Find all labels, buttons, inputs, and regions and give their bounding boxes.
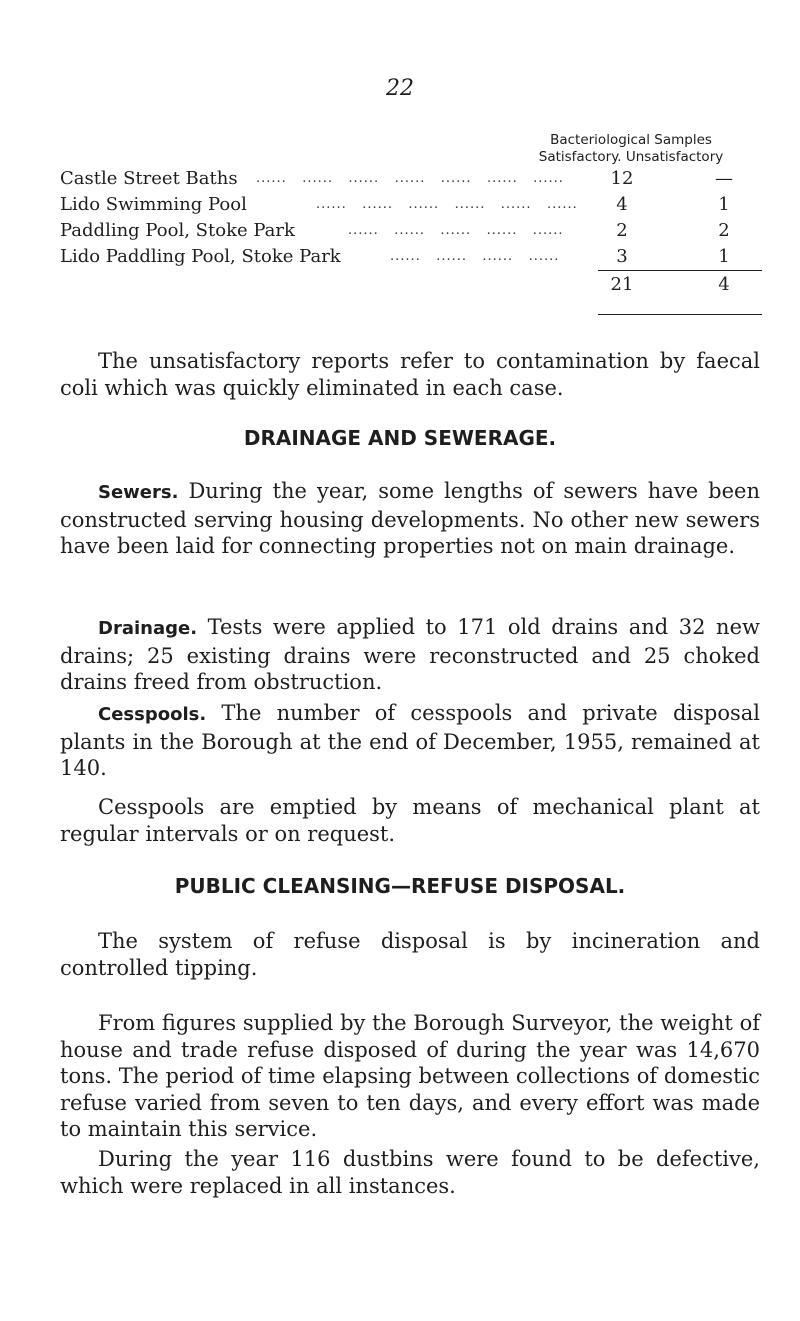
paragraph-system: The system of refuse disposal is by incineration and controlled tipping. [60,929,760,980]
drainage-text: Tests were applied to 171 old drains and 32 new drains; 25 existing drains were reconstructed and 25 choked drains freed from obstruction. [60,615,760,694]
table-row [60,244,760,270]
cesspools-lead: Cesspools. [98,704,207,725]
paragraph-drainage [60,614,760,696]
table-row [60,192,760,218]
paragraph-unsatisfactory: The unsatisfactory reports refer to contamination by faecal coli which was quickly eliminated in each case. [60,349,760,400]
dot-leader: ...... ...... ...... ...... ...... [348,223,564,238]
cesspools-text: The number of cesspools and private disposal plants in the Borough at the end of December, 1955, remained at 140. [60,701,760,780]
unsatisfactory-value: 2 [718,220,730,241]
paragraph-sewers [60,478,760,560]
drainage-lead: Drainage. [98,618,198,639]
satisfactory-value: 3 [616,246,628,267]
table-header-title: Bacteriological Samples [550,132,712,148]
paragraph-cesspools [60,700,760,782]
totals-rule-bottom [598,314,762,315]
dot-leader: ...... ...... ...... ...... ...... ...... [316,197,578,212]
satisfactory-value: 2 [616,220,628,241]
row-name: Lido Paddling Pool, Stoke Park [60,246,341,267]
row-name: Paddling Pool, Stoke Park [60,220,295,241]
total-satisfactory: 21 [610,274,634,295]
heading-public-cleansing: PUBLIC CLEANSING—REFUSE DISPOSAL. [174,874,626,898]
satisfactory-value: 12 [610,168,634,189]
paragraph-cesspools-emptied: Cesspools are emptied by means of mechanical plant at regular intervals or on request. [60,795,760,846]
totals-rule-top [598,270,762,271]
unsatisfactory-value: 1 [718,194,730,215]
table-row [60,166,760,192]
table-column-headers [500,132,762,166]
row-name: Lido Swimming Pool [60,194,247,215]
unsatisfactory-value: 1 [718,246,730,267]
row-name: Castle Street Baths [60,168,238,189]
dot-leader: ...... ...... ...... ...... [390,249,560,264]
table-row [60,218,760,244]
satisfactory-value: 4 [616,194,628,215]
table-header-columns: Satisfactory. Unsatisfactory [538,149,724,165]
total-unsatisfactory: 4 [718,274,730,295]
sewers-lead: Sewers. [98,482,179,503]
samples-table [60,166,760,270]
dot-leader: ...... ...... ...... ...... ...... ...... ...... [256,171,564,186]
heading-drainage-sewerage: DRAINAGE AND SEWERAGE. [243,426,557,450]
paragraph-figures: From figures supplied by the Borough Surveyor, the weight of house and trade refuse disposed of during the year was 14,670 tons. The period of time elapsing between collections of domestic refuse varied from seven to ten days, and every effort was made to maintain this service. [60,1011,760,1141]
unsatisfactory-value: — [715,168,733,189]
paragraph-dustbins: During the year 116 dustbins were found to be defective, which were replaced in all instances. [60,1147,760,1198]
sewers-text: During the year, some lengths of sewers have been constructed serving housing developments. No other new sewers have been laid for connecting properties not on main drainage. [60,479,760,558]
page-number: 22 [386,76,414,101]
